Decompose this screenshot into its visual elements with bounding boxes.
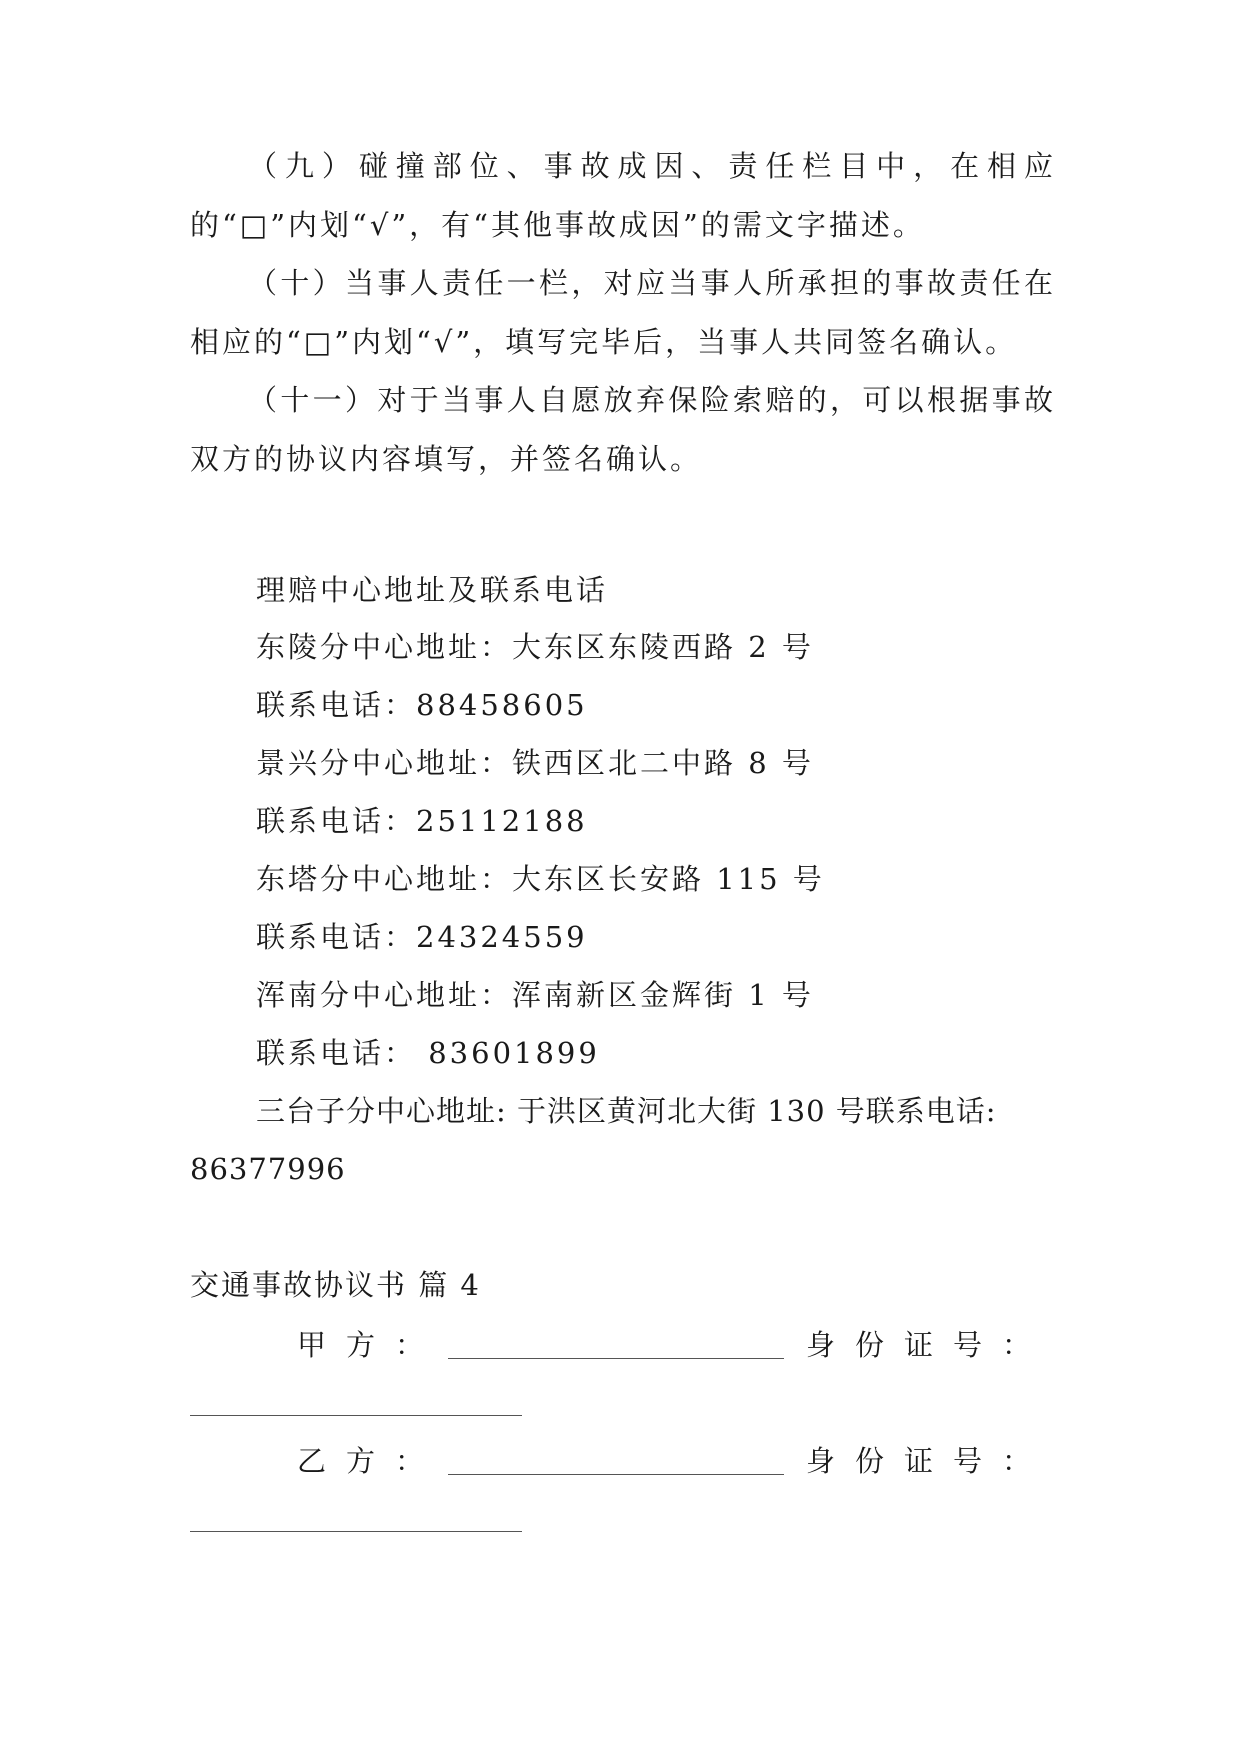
claims-line: 景兴分中心地址：铁西区北二中路 8 号 [256, 746, 814, 780]
party-a-name-blank[interactable] [448, 1358, 784, 1359]
party-a-label: 甲方： [297, 1328, 445, 1362]
claims-tail: 86377996 [190, 1152, 346, 1186]
claims-line: 东陵分中心地址：大东区东陵西路 2 号 [256, 630, 814, 664]
claims-line: 联系电话： 83601899 [256, 1036, 600, 1070]
claims-line: 联系电话：24324559 [256, 920, 588, 954]
paragraph-11: （十一）对于当事人自愿放弃保险索赔的，可以根据事故双方的协议内容填写，并签名确认。 [190, 383, 1056, 476]
party-b-id-blank[interactable] [190, 1531, 522, 1532]
claims-line: 三台子分中心地址: 于洪区黄河北大街 130 号联系电话: [256, 1094, 997, 1128]
party-a-id-label: 身份证号： [806, 1328, 1052, 1362]
claims-line: 联系电话：25112188 [256, 804, 588, 838]
paragraph-10: （十）当事人责任一栏，对应当事人所承担的事故责任在相应的“□”内划“√”，填写完毕后，当事人共同签名确认。 [190, 266, 1056, 359]
claims-line: 东塔分中心地址：大东区长安路 115 号 [256, 862, 825, 896]
party-b-name-blank[interactable] [448, 1474, 784, 1475]
paragraph-9: （九）碰撞部位、事故成因、责任栏目中，在相应的“□”内划“√”，有“其他事故成因”的需文字描述。 [190, 149, 1056, 242]
party-b-row [190, 1441, 1056, 1481]
party-b-id-label: 身份证号： [806, 1444, 1052, 1478]
claims-line: 浑南分中心地址：浑南新区金辉街 1 号 [256, 978, 814, 1012]
claims-title: 理赔中心地址及联系电话 [256, 573, 609, 607]
instruction-paragraphs [190, 137, 1056, 488]
party-a-id-blank[interactable] [190, 1415, 522, 1416]
party-b-label: 乙方： [297, 1444, 445, 1478]
party-a-row [190, 1325, 1056, 1365]
section-heading: 交通事故协议书 篇 4 [190, 1268, 481, 1302]
claims-line: 联系电话：88458605 [256, 688, 588, 722]
